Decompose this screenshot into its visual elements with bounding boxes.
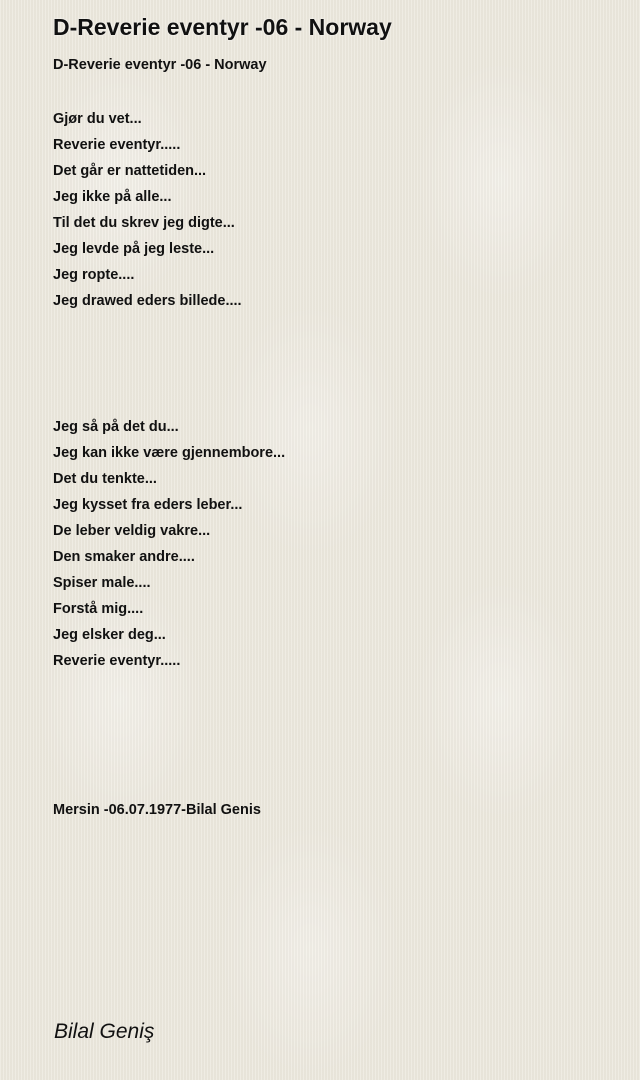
poem-line: Den smaker andre.... <box>53 549 195 565</box>
poem-line: Jeg kysset fra eders leber... <box>53 497 243 513</box>
poem-line: Reverie eventyr..... <box>53 653 181 669</box>
poem-subtitle: D-Reverie eventyr -06 - Norway <box>53 57 267 73</box>
poem-line: Gjør du vet... <box>53 111 142 127</box>
poem-line: Det går er nattetiden... <box>53 163 207 179</box>
poem-line: Jeg elsker deg... <box>53 627 166 643</box>
stanza-1 <box>53 106 242 314</box>
poem-line: Det du tenkte... <box>53 471 157 487</box>
poem-line: Jeg ikke på alle... <box>53 189 172 205</box>
poem-title: D-Reverie eventyr -06 - Norway <box>53 14 392 40</box>
poem-line: Jeg kan ikke være gjennembore... <box>53 445 286 461</box>
poem-line: Jeg så på det du... <box>53 419 179 435</box>
poem-line: Jeg levde på jeg leste... <box>53 241 215 257</box>
poem-line: Jeg drawed eders billede.... <box>53 293 242 309</box>
poem-line: Til det du skrev jeg digte... <box>53 215 235 231</box>
poem-line: Jeg ropte.... <box>53 267 135 283</box>
poem-line: Reverie eventyr..... <box>53 137 181 153</box>
poem-line: De leber veldig vakre... <box>53 523 211 539</box>
stanza-2 <box>53 414 285 674</box>
author-name: Bilal Geniş <box>54 1020 155 1043</box>
poem-signoff: Mersin -06.07.1977-Bilal Genis <box>53 802 261 818</box>
poem-line: Forstå mig.... <box>53 601 144 617</box>
poem-line: Spiser male.... <box>53 575 151 591</box>
